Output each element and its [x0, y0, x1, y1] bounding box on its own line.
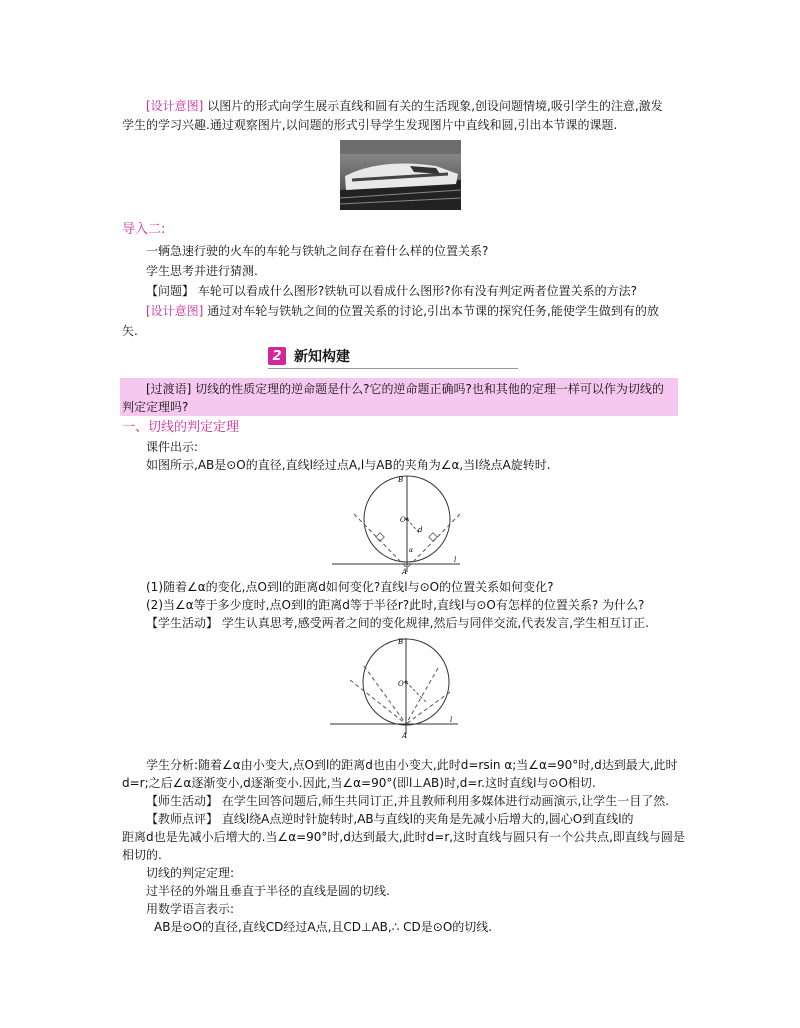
section-header — [268, 345, 518, 367]
student-analysis-1: 学生分析:随着∠α由小变大,点O到l的距离d也由小变大,此时d=rsin α;当∠α=90°时,d达到最大,此时 — [146, 758, 678, 772]
ts-activity-text: 在学生回答问题后,师生共同订正,并且教师利用多媒体进行动画演示,让学生一目了然. — [218, 794, 670, 808]
student-activity-tag: 【学生活动】 — [146, 616, 219, 630]
intro-one-line1 — [146, 97, 702, 115]
problem-tag: 【问题】 — [146, 284, 195, 298]
teacher-comment-2: 距离d也是先减小后增大的.当∠α=90°时,d达到最大,此时d=r,这时直线与圆只有一个公共点,即直线与圆是 — [122, 830, 685, 844]
section-divider — [268, 368, 518, 369]
design-intent-tag: [设计意图] — [146, 99, 204, 113]
transition-line2: 判定定理吗? — [122, 400, 189, 414]
intro-two-design — [146, 302, 702, 320]
intro-two-heading: 导入二: — [122, 222, 166, 237]
intro-one-line2: 学生的学习兴趣.通过观察图片,以问题的形式引导学生发现图片中直线和圆,引出本节课的课题. — [122, 118, 618, 132]
fig2-label-o: O — [398, 680, 404, 688]
fig2-label-b: B — [398, 638, 404, 646]
intro-two-design-cont: 矢. — [122, 324, 138, 338]
part-one-heading: 一、切线的判定定理 — [122, 420, 240, 435]
math-statement: AB是⊙O的直径,直线CD经过A点,且CD⊥AB,∴ CD是⊙O的切线. — [154, 920, 493, 934]
fig1-label-alpha: α — [409, 547, 414, 554]
student-analysis-2: d=r;之后∠α逐渐变小,d逐渐变小.因此,当∠α=90°(即l⊥AB)时,d=r.这时直线l与⊙O相切. — [122, 776, 596, 790]
teacher-comment-tag: 【教师点评】 — [146, 812, 219, 826]
fig1-label-b: B — [398, 476, 404, 484]
fig1-label-d: d — [418, 526, 423, 534]
intro-one-text1: 以图片的形式向学生展示直线和圆有关的生活现象,创设问题情境,吸引学生的注意,激发 — [203, 99, 663, 113]
design-text: 通过对车轮与铁轨之间的位置关系的讨论,引出本节课的探究任务,能使学生做到有的放 — [203, 304, 659, 318]
teacher-comment-3: 相切的. — [122, 848, 162, 862]
intro-two-problem — [146, 282, 702, 300]
teacher-student-activity — [146, 792, 702, 810]
student-activity-text: 学生认真思考,感受两者之间的变化规律,然后与同伴交流,代表发言,学生相互订正. — [218, 616, 649, 630]
figure-intro: 如图所示,AB是⊙O的直径,直线l经过点A,l与AB的夹角为∠α,当l绕点A旋转时. — [146, 458, 551, 472]
intro-two-think: 学生思考并进行猜测. — [146, 264, 258, 278]
question-1: (1)随着∠α的变化,点O到l的距离d如何变化?直线l与⊙O的位置关系如何变化? — [146, 580, 554, 594]
fig2-label-a: A — [402, 732, 408, 740]
section-number-badge: 2 — [268, 347, 286, 365]
circle-figure-2 — [330, 632, 470, 745]
transition-line1: [过渡语] 切线的性质定理的逆命题是什么?它的逆命题正确吗?也和其他的定理一样可以作为切线的 — [146, 382, 664, 396]
question-2: (2)当∠α等于多少度时,点O到l的距离d等于半径r?此时,直线l与⊙O有怎样的位置关系? 为什么? — [146, 598, 645, 612]
design-intent-tag-2: [设计意图] — [146, 304, 204, 318]
courseware-label: 课件出示: — [146, 440, 199, 454]
teacher-comment-text1: 直线l绕A点逆时针旋转时,AB与直线l的夹角是先减小后增大的,圆心O到直线l的 — [218, 812, 634, 826]
fig1-label-a: A — [402, 568, 408, 576]
problem-text: 车轮可以看成什么图形?铁轨可以看成什么图形?你有没有判定两者位置关系的方法? — [194, 284, 637, 298]
fig1-label-l: l — [454, 556, 457, 564]
intro-two-question: 一辆急速行驶的火车的车轮与铁轨之间存在着什么样的位置关系? — [146, 244, 489, 258]
theorem-label: 切线的判定定理: — [146, 866, 235, 880]
train-photo — [340, 140, 461, 210]
theorem-statement: 过半径的外端且垂直于半径的直线是圆的切线. — [146, 884, 390, 898]
student-activity — [146, 614, 702, 632]
fig1-label-o: O — [400, 516, 406, 524]
circle-figure-1 — [332, 474, 472, 579]
math-language-label: 用数学语言表示: — [146, 902, 235, 916]
section-title: 新知构建 — [294, 349, 350, 365]
teacher-comment-1 — [146, 810, 702, 828]
ts-activity-tag: 【师生活动】 — [146, 794, 219, 808]
fig2-label-l: l — [450, 716, 453, 724]
